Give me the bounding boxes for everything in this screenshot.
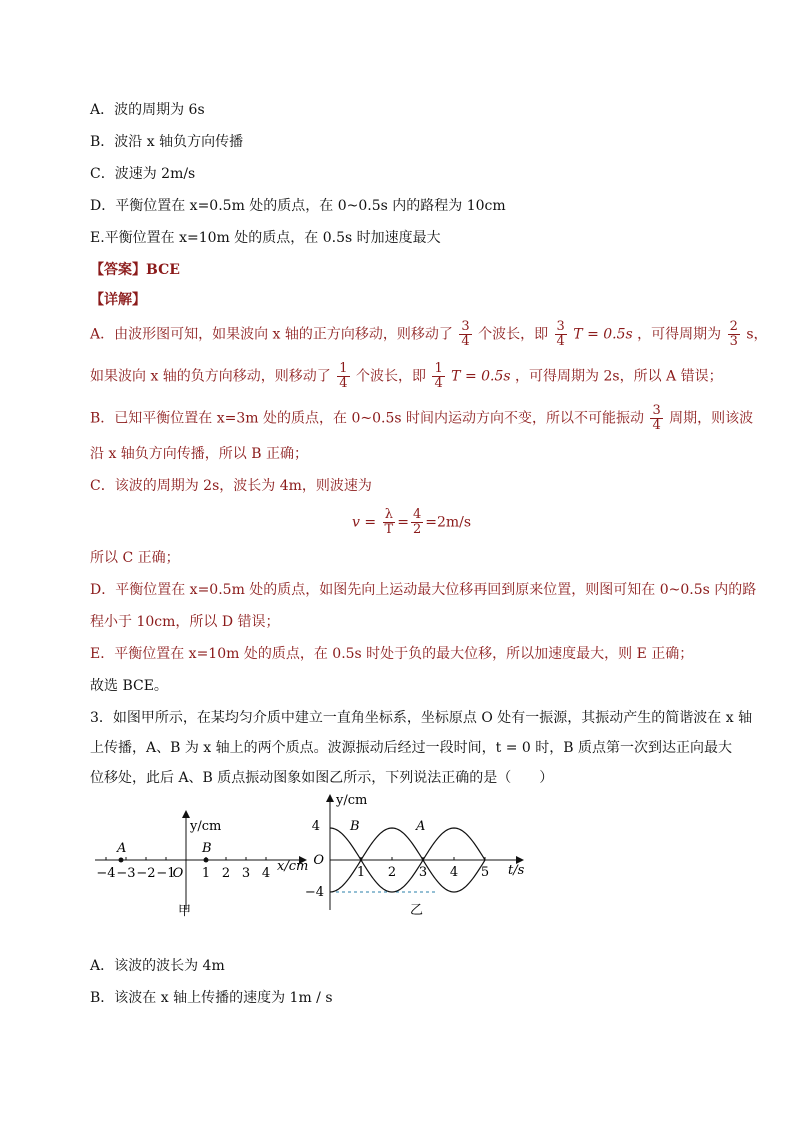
option-b: B．波沿 x 轴负方向传播 [90,134,244,150]
explain-text: B．已知平衡位置在 x=3m 处的质点，在 0~0.5s 时间内运动方向不变，所以不可能振动 [90,410,644,427]
y-axis-label: y/cm [336,793,368,808]
x-tick-label: 1 [201,866,211,881]
curve-a-label: A [416,819,426,834]
explain-d-line2: 程小于 10cm，所以 D 错误； [90,614,280,630]
explain-a-line2 [90,362,723,391]
final-answer: 故选 BCE。 [90,678,168,694]
explain-e-line1: E．平衡位置在 x=10m 处的质点，在 0.5s 时处于负的最大位移，所以加速度最大，则 E 正确； [90,646,694,662]
y-tick-4: 4 [311,819,320,834]
equation: T = 0.5s [451,368,511,385]
t-tick-label: 5 [480,865,490,880]
explain-text: 如果波向 x 轴的负方向移动，则移动了 [90,368,331,385]
explain-d-line1: D．平衡位置在 x=0.5m 处的质点，如图先向上运动最大位移再回到原来位置，则图可知在 0~0.5s 内的路 [90,582,757,598]
x-tick-label: −4 [96,866,116,881]
explain-c-line2: 所以 C 正确； [90,550,180,566]
explain-a-line1 [90,320,768,349]
curve-b-label: B [350,819,360,834]
x-tick-label: 3 [241,866,251,881]
x-axis-label: x/cm [277,859,309,874]
figure-yi-caption: 乙 [410,903,424,918]
q3-stem-line1: 3．如图甲所示，在某均匀介质中建立一直角坐标系，坐标原点 O 处有一振源，其振动产生的简谐波在 x 轴 [90,710,753,726]
figure-jia [90,800,310,920]
t-tick-label: 4 [449,865,459,880]
explain-text: A．由波形图可知，如果波向 x 轴的正方向移动，则移动了 [90,326,453,343]
explain-text: s， [746,326,768,343]
fraction-three-quarters: $\frac{3}{4}$ [461,319,470,349]
q3-option-b: B．该波在 x 轴上传播的速度为 1m / s [90,990,333,1006]
t-tick-label: 2 [387,865,397,880]
option-c: C．波速为 2m/s [90,166,196,182]
x-tick-label: O [172,866,184,881]
explain-text: ，可得周期为 [637,326,722,343]
answer-line: 【答案】BCE [90,262,180,278]
q3-stem-line3: 位移处，此后 A、B 质点振动图象如图乙所示，下列说法正确的是（ ） [90,770,554,786]
q3-stem-line2: 上传播，A、B 为 x 轴上的两个质点。波源振动后经过一段时间，t = 0 时，B 质点第一次到达正向最大 [90,740,732,756]
y-tick-neg4: −4 [304,885,324,900]
explain-c-line1: C．该波的周期为 2s，波长为 4m，则波速为 [90,478,372,494]
velocity-formula: v = $\frac{\lambda}{T}$ = $\frac{4}{2}$ =2m/s [352,507,472,537]
explain-b-line2: 沿 x 轴负方向传播，所以 B 正确； [90,446,308,462]
formula-lhs: v = [352,514,377,531]
origin-label: O [313,853,324,868]
option-e: E.平衡位置在 x=10m 处的质点，在 0.5s 时加速度最大 [90,230,441,246]
x-tick-label: 2 [221,866,231,881]
option-a: A．波的周期为 6s [90,102,205,118]
explain-b-line1 [90,404,753,433]
y-axis-label: y/cm [190,819,222,834]
fraction-three-quarters: $\frac{3}{4}$ [652,403,661,433]
equation: T = 0.5s [573,326,633,343]
explain-text: 周期，则该波 [669,410,754,427]
x-tick-label: −2 [136,866,156,881]
x-tick-label: −1 [156,866,176,881]
fraction-lambda-over-T: $\frac{\lambda}{T}$ [384,507,394,537]
detail-heading: 【详解】 [90,292,146,308]
x-tick-label: −3 [116,866,136,881]
fraction-one-quarter: $\frac{1}{4}$ [434,361,443,391]
explain-text: 个波长，即 [478,326,549,343]
fraction-three-quarters: $\frac{3}{4}$ [556,319,565,349]
option-d: D．平衡位置在 x=0.5m 处的质点，在 0~0.5s 内的路程为 10cm [90,198,506,214]
point-a [119,858,124,863]
fraction-four-over-two: $\frac{4}{2}$ [412,507,422,537]
t-tick-label: 1 [356,865,366,880]
point-a-label: A [117,841,127,856]
t-tick-label: 3 [418,865,428,880]
explain-text: ，可得周期为 2s，所以 A 错误； [515,368,723,385]
t-axis-label: t/s [508,863,525,878]
point-b [204,858,209,863]
figure-jia-caption: 甲 [178,904,192,919]
formula-rhs: =2m/s [425,514,472,531]
fraction-two-thirds: $\frac{2}{3}$ [729,319,738,349]
figure-yi [304,790,530,920]
x-tick-label: 4 [261,866,271,881]
explain-text: 个波长，即 [355,368,426,385]
point-b-label: B [202,841,212,856]
q3-option-a: A．该波的波长为 4m [90,958,225,974]
fraction-one-quarter: $\frac{1}{4}$ [339,361,348,391]
